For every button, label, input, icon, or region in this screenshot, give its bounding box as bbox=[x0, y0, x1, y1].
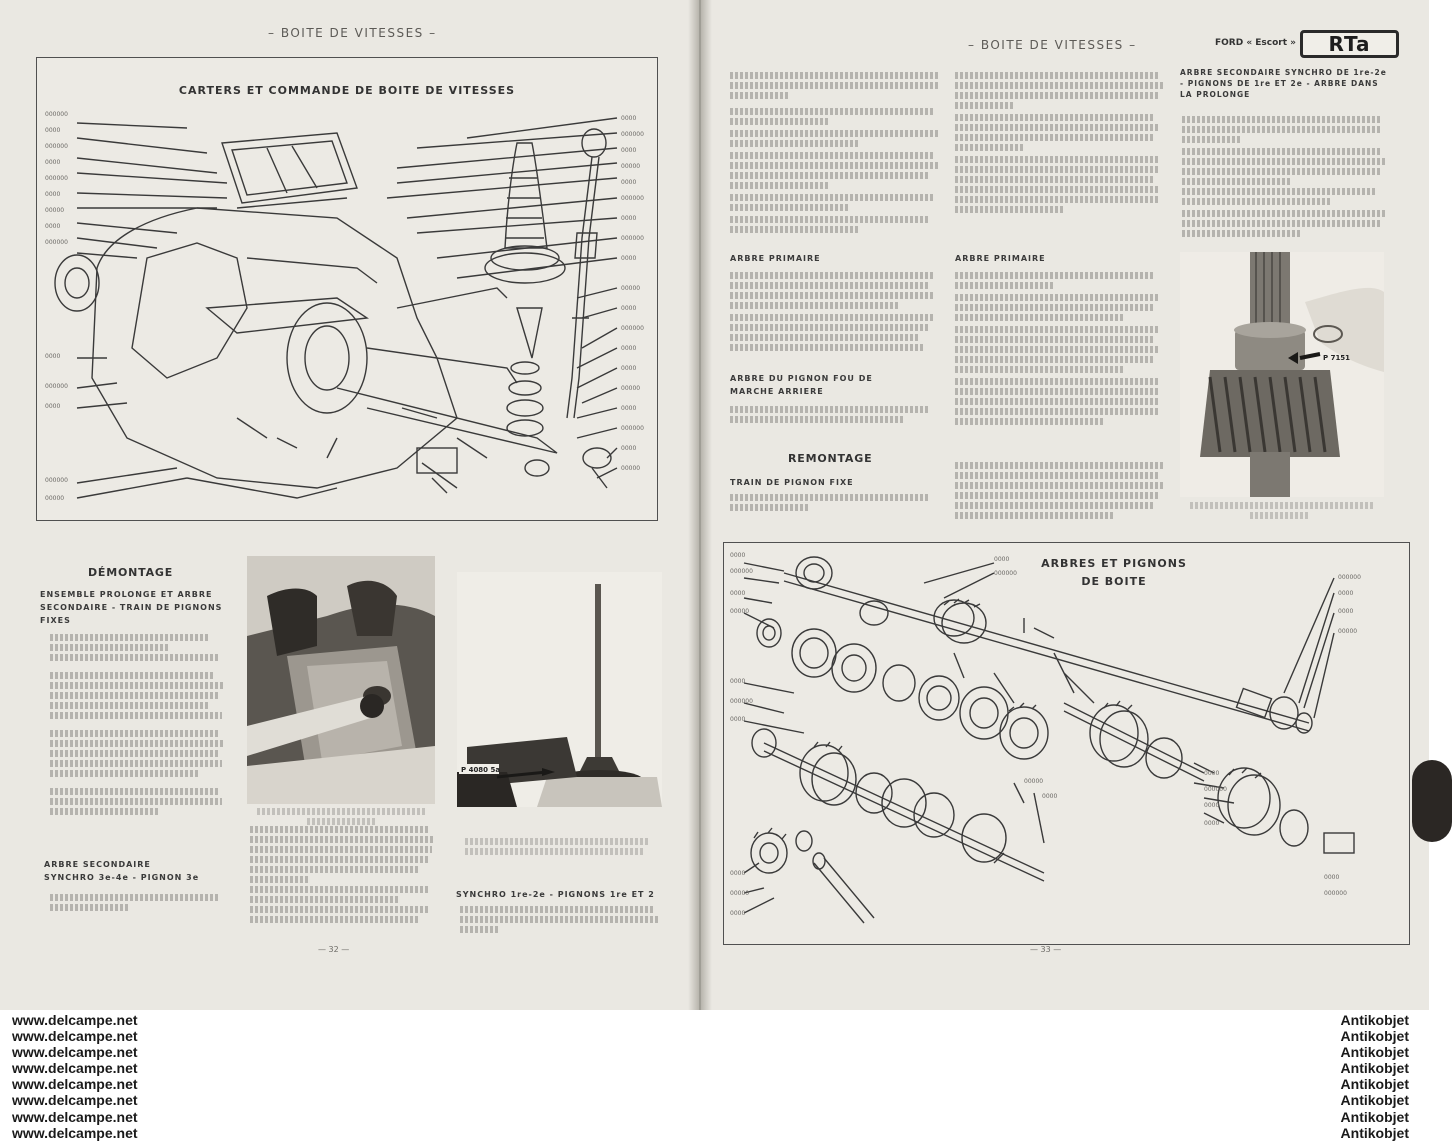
body-text-line bbox=[1182, 220, 1382, 227]
body-text-line bbox=[730, 344, 925, 351]
svg-text:0000: 0000 bbox=[1338, 608, 1354, 615]
arbre-primaire-remontage-heading: ARBRE PRIMAIRE bbox=[955, 254, 1046, 263]
body-text-line bbox=[730, 118, 830, 125]
thumb-index-tab bbox=[1412, 760, 1452, 842]
svg-text:00000: 00000 bbox=[1024, 778, 1044, 785]
body-text-line bbox=[1182, 148, 1382, 155]
svg-text:0000: 0000 bbox=[730, 552, 746, 559]
svg-text:000000: 000000 bbox=[45, 477, 68, 484]
body-text-line bbox=[955, 502, 1155, 509]
body-text-line bbox=[50, 770, 200, 777]
arbres-figure-frame bbox=[723, 542, 1410, 945]
body-text-line bbox=[730, 172, 930, 179]
right-page-header: – BOITE DE VITESSES – bbox=[968, 38, 1137, 52]
footer-website-text: www.delcampe.net bbox=[12, 1044, 138, 1061]
body-text-line bbox=[955, 92, 1160, 99]
body-text-line bbox=[730, 108, 935, 115]
svg-text:0000: 0000 bbox=[1338, 590, 1354, 597]
body-text-line bbox=[50, 634, 210, 641]
body-text-line bbox=[1182, 230, 1302, 237]
carters-figure-title: CARTERS ET COMMANDE DE BOITE DE VITESSES bbox=[178, 84, 516, 97]
body-text-line bbox=[955, 512, 1115, 519]
body-text-line bbox=[50, 702, 210, 709]
svg-text:000000: 000000 bbox=[621, 131, 644, 138]
body-text-line bbox=[50, 808, 160, 815]
footer-website-text: www.delcampe.net bbox=[12, 1108, 138, 1125]
body-text-line bbox=[955, 366, 1125, 373]
svg-text:0000: 0000 bbox=[1324, 874, 1340, 881]
body-text-line bbox=[50, 672, 215, 679]
body-text-line bbox=[955, 388, 1160, 395]
svg-text:00000: 00000 bbox=[621, 465, 641, 472]
demontage-heading: DÉMONTAGE bbox=[88, 566, 174, 579]
body-text-line bbox=[1182, 178, 1292, 185]
body-text-line bbox=[50, 788, 220, 795]
body-text-line bbox=[955, 282, 1055, 289]
footer-website-text: www.delcampe.net bbox=[12, 1060, 138, 1077]
svg-text:0000: 0000 bbox=[45, 353, 61, 360]
footer-seller-text: Antikobjet bbox=[1340, 1044, 1409, 1061]
body-text-line bbox=[730, 416, 905, 423]
body-text-line bbox=[50, 760, 222, 767]
svg-text:00000: 00000 bbox=[45, 207, 65, 214]
svg-text:0000: 0000 bbox=[45, 223, 61, 230]
svg-text:0000: 0000 bbox=[621, 445, 637, 452]
body-text-line bbox=[250, 906, 430, 913]
svg-text:0000: 0000 bbox=[621, 147, 637, 154]
svg-text:0000: 0000 bbox=[730, 678, 746, 685]
body-text-line bbox=[730, 292, 935, 299]
rta-logo: RTa bbox=[1300, 30, 1399, 58]
svg-text:000000: 000000 bbox=[1338, 574, 1361, 581]
body-text-line bbox=[955, 408, 1160, 415]
body-text-line bbox=[730, 302, 900, 309]
photo-caption-line bbox=[455, 838, 660, 852]
svg-text:000000: 000000 bbox=[45, 175, 68, 182]
svg-text:0000: 0000 bbox=[621, 255, 637, 262]
body-text-line bbox=[250, 896, 400, 903]
right-page-number: — 33 — bbox=[1030, 945, 1062, 954]
svg-text:0000: 0000 bbox=[730, 870, 746, 877]
footer-left-links bbox=[12, 1012, 312, 1141]
body-text-line bbox=[250, 886, 430, 893]
svg-text:0000: 0000 bbox=[621, 179, 637, 186]
body-text-line bbox=[50, 750, 220, 757]
body-text-line bbox=[1182, 116, 1382, 123]
svg-text:000000: 000000 bbox=[45, 143, 68, 150]
svg-text:00000: 00000 bbox=[730, 890, 750, 897]
carters-figure-frame bbox=[36, 57, 658, 521]
footer-seller-text: Antikobjet bbox=[1340, 1076, 1409, 1093]
body-text-line bbox=[730, 314, 935, 321]
svg-text:0000: 0000 bbox=[45, 127, 61, 134]
body-text-line bbox=[50, 692, 220, 699]
svg-text:000000: 000000 bbox=[621, 325, 644, 332]
body-text-line bbox=[730, 282, 930, 289]
footer-seller-text: Antikobjet bbox=[1340, 1012, 1409, 1028]
svg-text:00000: 00000 bbox=[621, 385, 641, 392]
body-text-line bbox=[50, 682, 225, 689]
footer-seller-text: Antikobjet bbox=[1340, 1092, 1409, 1109]
svg-text:0000: 0000 bbox=[994, 556, 1010, 563]
train-pignon-heading: TRAIN DE PIGNON FIXE bbox=[730, 478, 854, 487]
body-text-line bbox=[955, 144, 1025, 151]
body-text-line bbox=[50, 740, 225, 747]
arbre-secondaire-remontage-heading: ARBRE SECONDAIRE SYNCHRO DE 1re-2e - PIGNONS DE 1re ET 2e - ARBRE DANS LA PROLONGE bbox=[1180, 68, 1387, 99]
svg-text:0000: 0000 bbox=[45, 403, 61, 410]
svg-text:0000: 0000 bbox=[621, 405, 637, 412]
body-text-line bbox=[50, 644, 170, 651]
body-text-line bbox=[955, 356, 1155, 363]
photo-caption-line bbox=[247, 808, 437, 822]
svg-text:00000: 00000 bbox=[45, 495, 65, 502]
body-text-line bbox=[955, 156, 1160, 163]
footer-website-text: www.delcampe.net bbox=[12, 1124, 138, 1141]
shafts-gears-exploded-drawing bbox=[724, 543, 1409, 944]
body-text-line bbox=[955, 102, 1015, 109]
body-text-line bbox=[1182, 210, 1387, 217]
footer-seller-text: Antikobjet bbox=[1340, 1108, 1409, 1125]
binding-gutter bbox=[688, 0, 712, 1010]
body-text-line bbox=[1182, 188, 1377, 195]
pignon-fou-heading: ARBRE DU PIGNON FOU DE MARCHE ARRIERE bbox=[730, 374, 873, 396]
svg-text:0000: 0000 bbox=[1204, 770, 1220, 777]
body-text-line bbox=[955, 272, 1155, 279]
body-text-line bbox=[955, 398, 1160, 405]
body-text-line bbox=[955, 378, 1160, 385]
body-text-line bbox=[250, 856, 430, 863]
body-text-line bbox=[730, 324, 930, 331]
body-text-line bbox=[460, 916, 660, 923]
body-text-line bbox=[730, 226, 860, 233]
arbre-primaire-heading: ARBRE PRIMAIRE bbox=[730, 254, 821, 263]
body-text-line bbox=[50, 654, 220, 661]
body-text-line bbox=[250, 866, 420, 873]
synchro-press-photo bbox=[457, 572, 662, 807]
footer-seller-text: Antikobjet bbox=[1340, 1124, 1409, 1141]
body-text-line bbox=[250, 846, 432, 853]
body-text-line bbox=[250, 836, 435, 843]
body-text-line bbox=[955, 462, 1165, 469]
body-text-line bbox=[955, 166, 1160, 173]
footer-seller-text: Antikobjet bbox=[1340, 1060, 1409, 1077]
svg-text:000000: 000000 bbox=[621, 235, 644, 242]
svg-text:000000: 000000 bbox=[1324, 890, 1347, 897]
body-text-line bbox=[955, 326, 1160, 333]
svg-text:0000: 0000 bbox=[621, 365, 637, 372]
remontage-heading: REMONTAGE bbox=[788, 452, 873, 465]
photo-tool-label: P 4080 5a bbox=[461, 766, 501, 774]
svg-text:0000: 0000 bbox=[1204, 802, 1220, 809]
svg-text:00000: 00000 bbox=[621, 163, 641, 170]
footer-website-text: www.delcampe.net bbox=[12, 1012, 138, 1028]
body-text-line bbox=[50, 712, 222, 719]
body-text-line bbox=[1182, 168, 1382, 175]
car-model-label: FORD « Escort » bbox=[1215, 38, 1296, 48]
body-text-line bbox=[955, 124, 1160, 131]
body-text-line bbox=[730, 130, 940, 137]
svg-text:0000: 0000 bbox=[45, 159, 61, 166]
arbre-secondaire-heading: ARBRE SECONDAIRE SYNCHRO 3e-4e - PIGNON 3e bbox=[44, 860, 200, 882]
svg-text:000000: 000000 bbox=[730, 568, 753, 575]
body-text-line bbox=[460, 926, 500, 933]
body-text-line bbox=[955, 294, 1160, 301]
body-text-line bbox=[50, 904, 130, 911]
svg-text:0000: 0000 bbox=[1042, 793, 1058, 800]
body-text-line bbox=[730, 140, 860, 147]
footer-website-text: www.delcampe.net bbox=[12, 1076, 138, 1093]
left-page-header: – BOITE DE VITESSES – bbox=[268, 26, 437, 40]
svg-text:00000: 00000 bbox=[730, 608, 750, 615]
body-text-line bbox=[730, 182, 830, 189]
svg-text:0000: 0000 bbox=[621, 305, 637, 312]
body-text-line bbox=[955, 472, 1160, 479]
body-text-line bbox=[730, 162, 940, 169]
body-text-line bbox=[250, 916, 420, 923]
body-text-line bbox=[1182, 136, 1242, 143]
body-text-line bbox=[730, 194, 935, 201]
body-text-line bbox=[1182, 126, 1382, 133]
body-text-line bbox=[250, 876, 310, 883]
body-text-line bbox=[730, 152, 935, 159]
photo-tool-label: P 7151 bbox=[1323, 354, 1351, 362]
svg-text:000000: 000000 bbox=[45, 383, 68, 390]
left-page-number: — 32 — bbox=[318, 945, 350, 954]
ensemble-prolonge-heading: ENSEMBLE PROLONGE ET ARBRE SECONDAIRE - TRAIN DE PIGNONS FIXES bbox=[40, 590, 223, 625]
svg-text:0000: 0000 bbox=[621, 345, 637, 352]
body-text-line bbox=[955, 418, 1105, 425]
footer-website-text: www.delcampe.net bbox=[12, 1028, 138, 1045]
body-text-line bbox=[955, 82, 1165, 89]
body-text-line bbox=[730, 204, 850, 211]
body-text-line bbox=[730, 92, 790, 99]
body-text-line bbox=[955, 304, 1155, 311]
body-text-line bbox=[955, 482, 1165, 489]
body-text-line bbox=[730, 334, 920, 341]
svg-text:00000: 00000 bbox=[621, 285, 641, 292]
arbres-figure-title-line2: DE BOITE bbox=[1081, 575, 1147, 588]
body-text-line bbox=[730, 82, 940, 89]
photo-caption-line bbox=[1180, 502, 1384, 516]
svg-text:000000: 000000 bbox=[730, 698, 753, 705]
body-text-line bbox=[955, 196, 1160, 203]
footer-right-seller bbox=[1209, 1012, 1409, 1141]
body-text-line bbox=[1182, 158, 1387, 165]
synchro-heading: SYNCHRO 1re-2e - PIGNONS 1re ET 2 bbox=[456, 890, 655, 899]
body-text-line bbox=[955, 492, 1160, 499]
svg-text:00000: 00000 bbox=[1338, 628, 1358, 635]
body-text-line bbox=[460, 906, 655, 913]
svg-text:000000: 000000 bbox=[45, 239, 68, 246]
svg-text:0000: 0000 bbox=[730, 716, 746, 723]
body-text-line bbox=[955, 346, 1160, 353]
svg-text:000000: 000000 bbox=[994, 570, 1017, 577]
synchro-circlip-photo bbox=[1180, 252, 1384, 497]
body-text-line bbox=[50, 730, 218, 737]
body-text-line bbox=[50, 798, 222, 805]
svg-text:0000: 0000 bbox=[730, 590, 746, 597]
body-text-line bbox=[955, 176, 1155, 183]
arbres-figure-title-line1: ARBRES ET PIGNONS bbox=[1041, 557, 1187, 570]
gearbox-exploded-drawing bbox=[37, 58, 657, 520]
svg-text:000000: 000000 bbox=[1204, 786, 1227, 793]
body-text-line bbox=[730, 504, 810, 511]
arbre-intermediaire-photo bbox=[247, 556, 435, 804]
body-text-line bbox=[955, 72, 1160, 79]
footer-website-text: www.delcampe.net bbox=[12, 1092, 138, 1109]
svg-text:000000: 000000 bbox=[621, 195, 644, 202]
body-text-line bbox=[955, 114, 1155, 121]
svg-text:0000: 0000 bbox=[621, 115, 637, 122]
body-text-line bbox=[50, 894, 220, 901]
svg-text:0000: 0000 bbox=[45, 191, 61, 198]
body-text-line bbox=[730, 72, 940, 79]
svg-text:0000: 0000 bbox=[730, 910, 746, 917]
body-text-line bbox=[955, 336, 1155, 343]
body-text-line bbox=[955, 134, 1155, 141]
body-text-line bbox=[730, 216, 930, 223]
body-text-line bbox=[1182, 198, 1332, 205]
body-text-line bbox=[250, 826, 430, 833]
svg-text:000000: 000000 bbox=[45, 111, 68, 118]
svg-text:000000: 000000 bbox=[621, 425, 644, 432]
body-text-line bbox=[730, 406, 930, 413]
body-text-line bbox=[955, 186, 1160, 193]
body-text-line bbox=[955, 206, 1065, 213]
svg-text:0000: 0000 bbox=[1204, 820, 1220, 827]
footer-seller-text: Antikobjet bbox=[1340, 1028, 1409, 1045]
body-text-line bbox=[730, 272, 935, 279]
body-text-line bbox=[955, 314, 1125, 321]
svg-text:0000: 0000 bbox=[621, 215, 637, 222]
body-text-line bbox=[730, 494, 930, 501]
